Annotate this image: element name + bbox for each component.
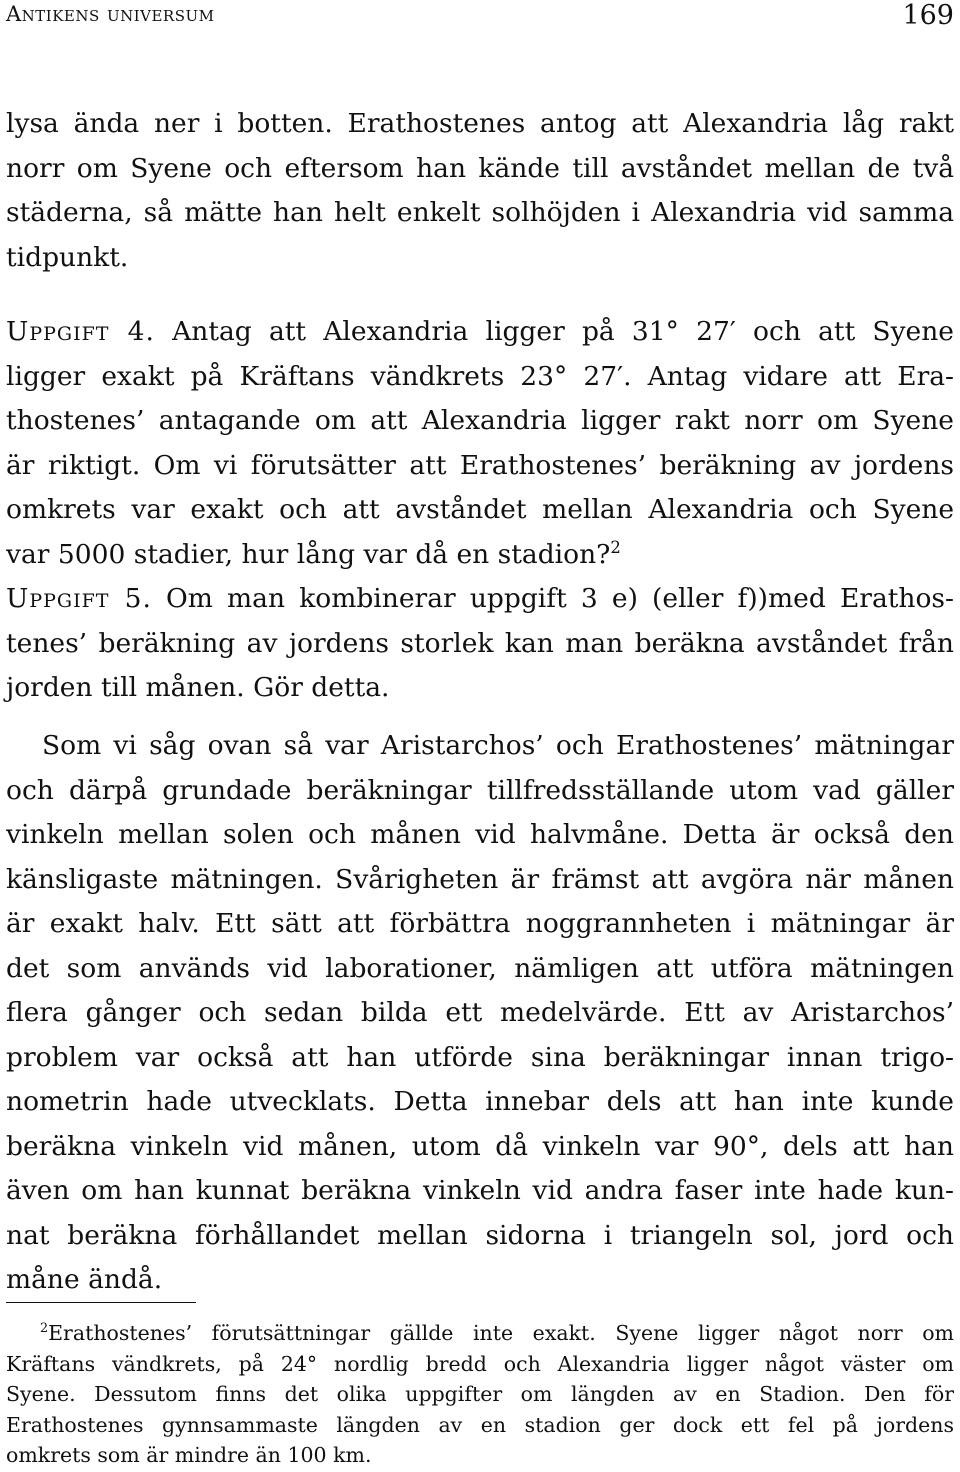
paragraph-erathostenes (6, 102, 954, 280)
text-line: jorden till månen. Gör detta. (6, 672, 390, 703)
text-line: Kräftans vändkrets, på 24° nordlig bredd och Alexandria ligger något väster om (6, 1351, 954, 1376)
exercise-4-first-line (6, 310, 954, 355)
text-line: städerna, så mätte han helt enkelt solhöjden i Alexandria vid samma (6, 197, 954, 228)
text-line: nometrin hade utvecklats. Detta innebar dels att han inte kunde (6, 1086, 954, 1117)
running-title: Antikens universum (6, 2, 215, 26)
exercise-4 (6, 310, 954, 577)
text-line: omkrets som är mindre än 100 km. (6, 1443, 372, 1467)
text-line: flera gånger och sedan bilda ett medelvärde. Ett av Aristarchos’ (6, 997, 954, 1028)
text-line: är riktigt. Om vi förutsätter att Erathostenes’ beräkning av jordens (6, 449, 954, 481)
text-line: omkrets var exakt och att avståndet mellan Alexandria och Syene (6, 494, 954, 525)
text-line: var 5000 stadier, hur lång var då en stadion? (6, 538, 611, 570)
text-line: tidpunkt. (6, 241, 129, 273)
footnote-mark: 2 (40, 1320, 49, 1336)
page-number: 169 (902, 0, 954, 31)
text-line: beräkna vinkeln vid månen, utom då vinkeln var 90°, dels att han (6, 1130, 954, 1162)
footnote-divider (6, 1302, 196, 1303)
exercise-5 (6, 577, 954, 711)
text-line: är exakt halv. Ett sätt att förbättra noggrannheten i mätningar är (6, 908, 954, 939)
text-line: Om man kombinerar uppgift 3 e) (eller f))med Erathos- (166, 583, 954, 614)
exercise-5-first-line (6, 577, 954, 622)
text-line: Som vi såg ovan så var Aristarchos’ och Erathostenes’ mätningar (42, 730, 954, 761)
text-line: Syene. Dessutom finns det olika uppgifter om längden av en Stadion. Den för (6, 1382, 954, 1406)
footnote-first-line (6, 1318, 954, 1349)
text-line: det som används vid laborationer, nämligen att utföra mätningen (6, 952, 954, 984)
footnote (6, 1318, 954, 1471)
running-header (6, 0, 954, 34)
text-line: måne ändå. (6, 1264, 163, 1295)
text-line: problem var också att han utförde sina beräkningar innan trigo- (6, 1041, 954, 1073)
text-line: thostenes’ antagande om att Alexandria ligger rakt norr om Syene (6, 405, 954, 436)
text-line: Antag att Alexandria ligger på 31° 27′ och att Syene (172, 316, 954, 347)
text-line: vinkeln mellan solen och månen vid halvmåne. Detta är också den (6, 819, 954, 850)
text-line: även om han kunnat beräkna vinkeln vid andra faser inte hade kun- (6, 1175, 954, 1206)
text-line: ligger exakt på Kräftans vändkrets 23° 27′. Antag vidare att Era- (6, 360, 954, 392)
text-line: och därpå grundade beräkningar tillfredsställande utom vad gäller (6, 774, 954, 806)
text-line: lysa ända ner i botten. Erathostenes antog att Alexandria låg rakt (6, 108, 954, 139)
text-line: nat beräkna förhållandet mellan sidorna i triangeln sol, jord och (6, 1219, 954, 1251)
paragraph-aristarchos (6, 724, 954, 1303)
exercise-4-label: Uppgift 4. (6, 316, 155, 347)
exercise-5-label: Uppgift 5. (6, 583, 152, 614)
text-line: norr om Syene och eftersom han kände till avståndet mellan de två (6, 152, 954, 184)
footnote-reference[interactable]: 2 (610, 537, 621, 557)
text-line: Erathostenes gynnsammaste längden av en stadion ger dock ett fel på jordens (6, 1412, 954, 1437)
exercise-4-last-line (6, 533, 954, 578)
text-line: känsligaste mätningen. Svårigheten är främst att avgöra när månen (6, 863, 954, 895)
text-line: tenes’ beräkning av jordens storlek kan man beräkna avståndet från (6, 627, 954, 659)
text-line: Erathostenes’ förutsättningar gällde inte exakt. Syene ligger något norr om (48, 1321, 954, 1345)
